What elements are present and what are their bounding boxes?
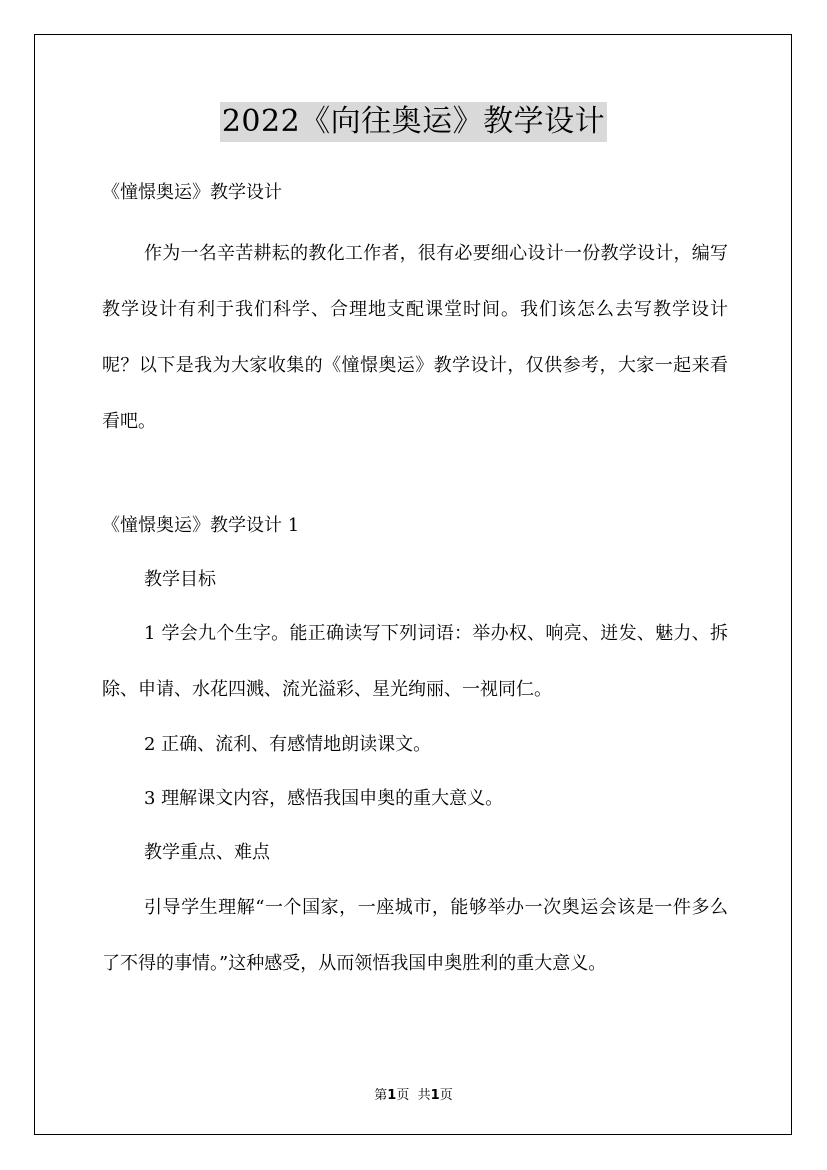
title-wrap [0,102,827,142]
footer-page-suffix: 页 [396,1088,410,1103]
key-points-heading: 教学重点、难点 [144,842,270,863]
page-footer [0,1084,827,1103]
intro-paragraph: 作为一名辛苦耕耘的教化工作者，很有必要细心设计一份教学设计，编写教学设计有利于我们科学、合理地支配课堂时间。我们该怎么去写教学设计呢？以下是我为大家收集的《憧憬奥运》教学设计，仅供参考，大家一起来看看吧。 [102,243,728,432]
goal-1: 1 学会九个生字。能正确读写下列词语：举办权、响亮、迸发、魅力、拆除、申请、水花四溅、流光溢彩、星光绚丽、一视同仁。 [102,623,728,700]
goal-2: 2 正确、流利、有感情地朗读课文。 [144,734,432,755]
footer-page-prefix: 第 [374,1088,388,1103]
subtitle-heading: 《憧憬奥运》教学设计 [102,182,282,203]
section-heading-1: 《憧憬奥运》教学设计 1 [102,515,300,536]
footer-page-number: 1 [387,1088,397,1103]
key-points-paragraph: 引导学生理解“一个国家，一座城市，能够举办一次奥运会该是一件多么了不得的事情。”这种感受，从而领悟我国申奥胜利的重大意义。 [102,897,728,974]
document-body [102,170,728,992]
goal-3: 3 理解课文内容，感悟我国申奥的重大意义。 [144,788,504,809]
footer-total-prefix: 共 [417,1088,431,1103]
document-title: 2022《向往奥运》教学设计 [220,102,607,142]
footer-total-suffix: 页 [439,1088,453,1103]
teaching-goals-heading: 教学目标 [144,569,216,590]
footer-total-number: 1 [430,1088,440,1103]
